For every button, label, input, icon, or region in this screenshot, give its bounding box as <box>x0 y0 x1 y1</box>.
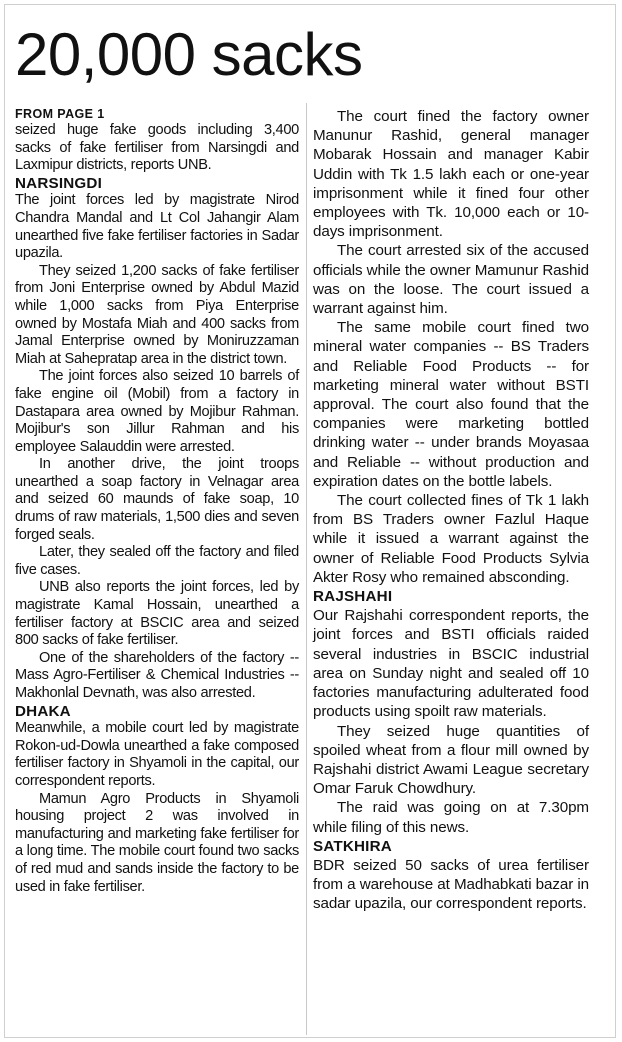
article-column-left <box>15 107 299 896</box>
article-paragraph: They seized 1,200 sacks of fake fertiliser from Joni Enterprise owned by Abdul Mazid while 1,000 sacks from Piya Enterprise owned by Mostafa Miah and 400 sacks from Jamal Enterprise owned by Moniruzzaman Miah at Sahepratap area in the district town. <box>15 262 299 367</box>
article-paragraph: The raid was going on at 7.30pm while filing of this news. <box>313 799 589 836</box>
article-paragraph: UNB also reports the joint forces, led by magistrate Kamal Hossain, unearthed a fertiliser factory at BSCIC area and seized 800 sacks of fake fertiliser. <box>15 579 299 649</box>
kicker-from-page: FROM PAGE 1 <box>15 107 105 121</box>
article-paragraph: The court collected fines of Tk 1 lakh from BS Traders owner Fazlul Haque while it issued a warrant against the owner of Reliable Food Products Sylvia Akter Rosy who remained absconding. <box>313 492 589 586</box>
article-column-right <box>313 107 589 914</box>
article-paragraph: They seized huge quantities of spoiled wheat from a flour mill owned by Rajshahi district Awami League secretary Omar Faruk Chowdhury. <box>313 722 589 798</box>
article-paragraph: The joint forces also seized 10 barrels of fake engine oil (Mobil) from a factory in Dastapara area owned by Mojibur Rahman. Mojibur's son Jillur Rahman and his employee Salauddin were arrested. <box>15 368 299 455</box>
article-paragraph: The court arrested six of the accused officials while the owner Mamunur Rashid was on the loose. The court issued a warrant against him. <box>313 242 589 318</box>
article-paragraph: Later, they sealed off the factory and filed five cases. <box>15 544 299 578</box>
article-paragraph: In another drive, the joint troops unearthed a soap factory in Velnagar area and seized 60 maunds of fake soap, 10 drums of raw materials, 1,500 dies and seven forged seals. <box>15 456 299 543</box>
headline: 20,000 sacks <box>15 21 363 88</box>
section-subhead: DHAKA <box>15 702 71 720</box>
left-column-body <box>15 122 299 896</box>
article-paragraph: Our Rajshahi correspondent reports, the joint forces and BSTI officials raided several industries in BSCIC industrial area on Sunday night and sealed off 10 factories manufacturing adulterated food products using spoilt raw materials. <box>313 607 589 721</box>
article-paragraph: The joint forces led by magistrate Nirod Chandra Mandal and Lt Col Jahangir Alam unearthed five fake fertiliser factories in Sadar upazila. <box>15 192 299 262</box>
article-paragraph: BDR seized 50 sacks of urea fertiliser from a warehouse at Madhabkati bazar in sadar upazila, our correspondent reports. <box>313 856 589 913</box>
article-paragraph: Mamun Agro Products in Shyamoli housing project 2 was involved in manufacturing and marketing fake fertiliser for a long time. The mobile court found two sacks of red mud and sands inside the factory to be used in fake fertiliser. <box>15 790 299 895</box>
article-paragraph: The same mobile court fined two mineral water companies -- BS Traders and Reliable Food Products -- for marketing mineral water without BSTI approval. The court also found that the companies were marketing bottled drinking water -- under brands Moyasaa and Reliable -- without production and expiration dates on the bottle labels. <box>313 319 589 490</box>
section-subhead: NARSINGDI <box>15 174 103 192</box>
section-subhead: SATKHIRA <box>313 837 392 855</box>
section-subhead: RAJSHAHI <box>313 588 393 606</box>
newspaper-clipping <box>4 4 616 1038</box>
article-paragraph: One of the shareholders of the factory -- Mass Agro-Fertiliser & Chemical Industries -- Makhonlal Devnath, was also arrested. <box>15 649 299 701</box>
article-paragraph: The court fined the factory owner Manunur Rashid, general manager Mobarak Hossain and manager Kabir Uddin with Tk 1.5 lakh each or one-year imprisonment while it fined four other employees with Tk. 10,000 each or 10-days imprisonment. <box>313 108 589 241</box>
right-column-body <box>313 107 589 914</box>
article-paragraph: Meanwhile, a mobile court led by magistrate Rokon-ud-Dowla unearthed a fake composed fertiliser factory in Shyamoli in the capital, our correspondent reports. <box>15 720 299 789</box>
article-paragraph: seized huge fake goods including 3,400 sacks of fake fertiliser from Narsingdi and Laxmipur districts, reports UNB. <box>15 122 299 174</box>
column-divider <box>306 103 307 1035</box>
